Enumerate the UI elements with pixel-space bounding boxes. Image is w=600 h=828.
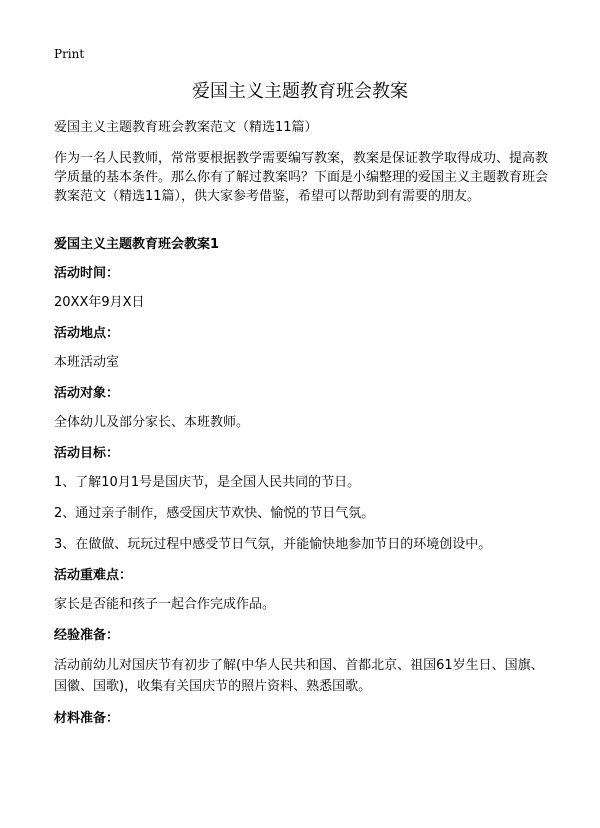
goal-item: 3、在做做、玩玩过程中感受节日气氛，并能愉快地参加节日的环境创设中。: [54, 537, 492, 552]
key-points-value: 家长是否能和孩子一起合作完成作品。: [54, 597, 276, 612]
section-heading: 爱国主义主题教育班会教案1: [54, 237, 220, 252]
time-label: 活动时间：: [54, 266, 120, 281]
audience-value: 全体幼儿及部分家长、本班教师。: [54, 415, 250, 430]
experience-label: 经验准备：: [54, 628, 120, 643]
materials-label: 材料准备：: [54, 711, 120, 726]
intro-paragraph: 作为一名人民教师，常常要根据教学需要编写教案，教案是保证教学取得成功、提高教学质量的基本条件。那么你有了解过教案吗？下面是小编整理的爱国主义主题教育班会教案范文（精选11篇），供大家参考借鉴，希望可以帮助到有需要的朋友。: [54, 151, 549, 204]
key-points-label: 活动重难点：: [54, 568, 133, 583]
document-title: 爱国主义主题教育班会教案: [192, 81, 408, 102]
document-subtitle: 爱国主义主题教育班会教案范文（精选11篇）: [54, 120, 318, 135]
lesson-plan-body: [54, 264, 550, 738]
print-link[interactable]: Print: [54, 47, 85, 61]
experience-value: 活动前幼儿对国庆节有初步了解(中华人民共和国、首都北京、祖国61岁生日、国旗、国徽、国歌)，收集有关国庆节的照片资料、熟悉国歌。: [54, 658, 544, 694]
place-value: 本班活动室: [54, 355, 120, 370]
audience-label: 活动对象：: [54, 386, 120, 401]
time-value: 20XX年9月X日: [54, 295, 145, 310]
goals-label: 活动目标：: [54, 446, 120, 461]
place-label: 活动地点：: [54, 326, 120, 341]
goal-item: 1、了解10月1号是国庆节，是全国人民共同的节日。: [54, 475, 361, 490]
goal-item: 2、通过亲子制作，感受国庆节欢快、愉悦的节日气氛。: [54, 506, 375, 521]
